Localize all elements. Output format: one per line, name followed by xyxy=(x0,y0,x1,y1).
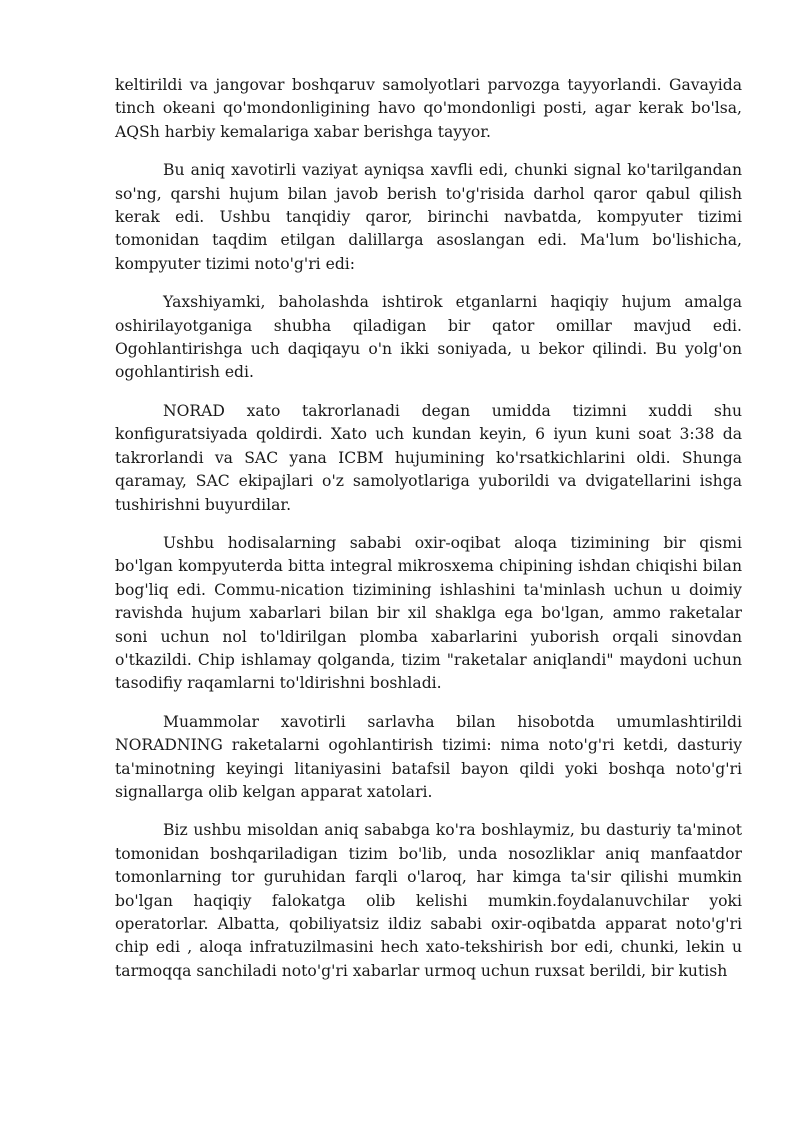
paragraph-7: Biz ushbu misoldan aniq sababga ko'ra boshlaymiz, bu dasturiy ta'minot tomonidan boshqariladigan tizim bo'lib, unda nosozliklar aniq manfaatdor tomonlarning tor guruhidan farqli o'laroq, har kimga ta'sir qilishi mumkin bo'lgan haqiqiy falokatga olib kelishi mumkin.foydalanuvchilar yoki operatorlar. Albatta, qobiliyatsiz ildiz sababi oxir-oqibatda apparat noto'g'ri chip edi , aloqa infratuzilmasini hech xato-tekshirish bor edi, chunki, lekin u tarmoqqa sanchiladi noto'g'ri xabarlar urmoq uchun ruxsat berildi, bir kutish xyxy=(115,821,742,980)
paragraph-2: Bu aniq xavotirli vaziyat ayniqsa xavfli edi, chunki signal ko'tarilgandan so'ng, qarshi hujum bilan javob berish to'g'risida darhol qaror qabul qilish kerak edi. Ushbu tanqidiy qaror, birinchi navbatda, kompyuter tizimi tomonidan taqdim etilgan dalillarga asoslangan edi. Ma'lum bo'lishicha, kompyuter tizimi noto'g'ri edi: xyxy=(115,161,742,273)
paragraph-4: NORAD xato takrorlanadi degan umidda tizimni xuddi shu konfiguratsiyada qoldirdi. Xato uch kundan keyin, 6 iyun kuni soat 3:38 da takrorlandi va SAC yana ICBM hujumining ko'rsatkichlarini oldi. Shunga qaramay, SAC ekipajlari o'z samolyotlariga yuborildi va dvigatellarini ishga tushirishni buyurdilar. xyxy=(115,401,742,514)
document-page xyxy=(115,74,742,998)
paragraph-3-quote: Yaxshiyamki, baholashda ishtirok etganlarni haqiqiy hujum amalga oshirilayotganiga shubha qiladigan bir qator omillar mavjud edi. Ogohlantirishga uch daqiqayu o'n ikki soniyada, u bekor qilindi. Bu yolg'on ogohlantirish edi. xyxy=(115,293,742,382)
paragraph-1: keltirildi va jangovar boshqaruv samolyotlari parvozga tayyorlandi. Gavayida tinch okeani qo'mondonligining havo qo'mondonligi posti, agar kerak bo'lsa, AQSh harbiy kemalariga xabar berishga tayyor. xyxy=(115,76,742,141)
paragraph-6: Muammolar xavotirli sarlavha bilan hisobotda umumlashtirildi NORADNING raketalarni ogohlantirish tizimi: nima noto'g'ri ketdi, dasturiy ta'minotning keyingi litaniyasini batafsil bayon qildi yoki boshqa noto'g'ri signallarga olib kelgan apparat xatolari. xyxy=(115,712,742,801)
paragraph-5: Ushbu hodisalarning sababi oxir-oqibat aloqa tizimining bir qismi bo'lgan kompyuterda bitta integral mikrosxema chipining ishdan chiqishi bilan bog'liq edi. Commu-nication tizimining ishlashini ta'minlash uchun u doimiy ravishda hujum xabarlari bilan bir xil shaklga ega bo'lgan, ammo raketalar soni uchun nol to'ldirilgan plomba xabarlarini yuborish orqali sinovdan o'tkazildi. Chip ishlamay qolganda, tizim "raketalar aniqlandi" maydoni uchun tasodifiy raqamlarni to'ldirishni boshladi. xyxy=(115,533,742,693)
